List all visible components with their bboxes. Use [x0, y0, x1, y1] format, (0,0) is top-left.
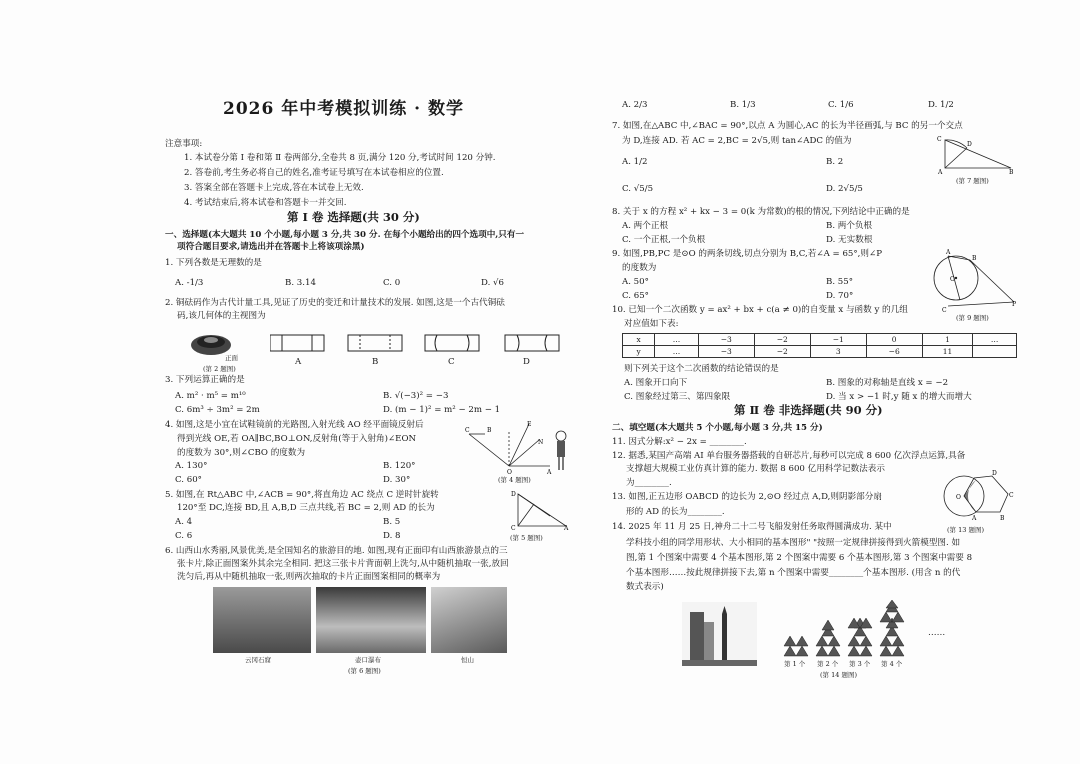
q14-label: 第 4 个	[881, 660, 903, 668]
q5-stem-cont: 120°至 DC,连接 BD,且 A,B,D 三点共线,若 BC = 2,则 AD 的长为	[177, 503, 435, 513]
q14-label: 第 2 个	[817, 660, 839, 668]
table-cell: …	[655, 346, 699, 358]
q6-option-b: B. 1/3	[730, 100, 756, 110]
svg-text:C: C	[511, 525, 516, 532]
q10-stem-cont: 对应值如下表:	[624, 319, 679, 329]
q5-option-b: B. 5	[383, 517, 401, 527]
q6-option-a: A. 2/3	[622, 100, 648, 110]
svg-text:O: O	[950, 276, 955, 283]
q12-stem-cont: 支撑超大规模工业仿真计算的能力. 数据 8 600 亿用科学记数法表示	[626, 464, 885, 474]
table-cell: y	[623, 346, 655, 358]
rocket-launch-photo	[682, 602, 757, 666]
q5-option-c: C. 6	[175, 531, 193, 541]
q7-option-c: C. √5/5	[622, 184, 654, 194]
svg-text:N: N	[538, 439, 544, 446]
table-row	[623, 334, 1017, 346]
q12-stem-cont: 为________.	[626, 478, 672, 488]
q9-diagram	[930, 246, 1017, 312]
q6-stem: 6. 山西山水秀丽,风景优美,是全国知名的旅游目的地. 如图,现有正面印有山西旅游景点的三	[165, 546, 508, 556]
part1-heading: 第 Ⅰ 卷 选择题(共 30 分)	[287, 210, 420, 224]
q6-stem-cont: 洗匀后,再从中随机抽取一张,则两次抽取的卡片正面图案相同的概率为	[177, 572, 441, 582]
q14-stem-cont: 学科技小组的同学用形状、大小相同的基本图形" "按照一定规律拼接得到火箭模型图. 如	[626, 538, 961, 548]
svg-text:C: C	[1009, 492, 1014, 499]
table-cell: x	[623, 334, 655, 346]
svg-text:E: E	[527, 421, 532, 428]
q3-stem: 3. 下列运算正确的是	[165, 375, 245, 385]
q3-option-d: D. (m − 1)² = m² − 2m − 1	[383, 405, 501, 415]
q10-stem: 10. 已知一个二次函数 y = ax² + bx + c(a ≠ 0)的自变量 x 与函数 y 的几组	[612, 305, 908, 315]
q4-stem: 4. 如图,这是小宜在试鞋镜前的光路图,入射光线 AO 经平面镜反射后	[165, 420, 424, 430]
table-cell: 0	[866, 334, 922, 346]
q14-patterns	[782, 600, 912, 658]
svg-text:B: B	[972, 255, 977, 262]
q14-label: 第 1 个	[784, 660, 806, 668]
q2-option-b: B	[372, 357, 379, 367]
q10-stem-cont: 则下列关于这个二次函数的结论错误的是	[624, 364, 779, 374]
table-cell: −2	[754, 346, 810, 358]
q4-option-a: A. 130°	[175, 461, 208, 471]
part2-heading: 第 Ⅱ 卷 非选择题(共 90 分)	[734, 403, 883, 417]
svg-text:A: A	[938, 169, 943, 176]
svg-text:A: A	[972, 515, 977, 522]
q6-stem-cont: 张卡片,除正面图案外其余完全相同. 把这三张卡片背面朝上洗匀,从中随机抽取一张,放回	[177, 559, 509, 569]
q1-option-b: B. 3.14	[285, 278, 316, 288]
q8-option-b: B. 两个负根	[826, 221, 873, 231]
q9-caption: (第 9 题图)	[956, 314, 989, 322]
q5-option-a: A. 4	[175, 517, 193, 527]
q7-caption: (第 7 题图)	[956, 177, 989, 185]
q14-stem-cont: 个基本图形……按此规律拼接下去,第 n 个图案中需要________个基本图形. (用含 n 的代	[626, 568, 961, 578]
q4-option-c: C. 60°	[175, 475, 202, 485]
q5-stem: 5. 如图,在 Rt△ABC 中,∠ACB = 90°,将直角边 AC 绕点 C 逆时针旋转	[165, 490, 439, 500]
q9-option-c: C. 65°	[622, 291, 649, 301]
table-cell: 3	[810, 346, 866, 358]
q7-stem-cont: 为 D,连接 AD. 若 AC = 2,BC = 2√5,则 tan∠ADC 的值为	[622, 136, 852, 146]
q6-caption: (第 6 题图)	[348, 667, 381, 675]
q8-stem: 8. 关于 x 的方程 x² + kx − 3 = 0(k 为常数)的根的情况,下列结论中正确的是	[612, 207, 910, 217]
q13-stem-cont: 形的 AD 的长为________.	[626, 507, 725, 517]
q12-stem: 12. 据悉,某国产高端 AI 单台服务器搭载的自研芯片,每秒可以完成 8 600 亿次浮点运算,具备	[612, 451, 966, 461]
q6-pic-label: 壶口瀑布	[355, 656, 381, 664]
table-cell	[973, 346, 1017, 358]
q14-caption: (第 14 题图)	[820, 671, 857, 679]
page-title: 2026 年中考模拟训练 · 数学	[223, 99, 464, 119]
table-cell: −2	[754, 334, 810, 346]
svg-text:A: A	[547, 469, 552, 476]
q2-option-a: A	[295, 357, 302, 367]
q3-option-a: A. m² · m⁵ = m¹⁰	[175, 391, 246, 401]
q6-option-c: C. 1/6	[828, 100, 854, 110]
q13-stem: 13. 如图,正五边形 OABCD 的边长为 2,⊙O 经过点 A,D,则阴影部分扇	[612, 492, 882, 502]
q2-option-views	[270, 333, 570, 355]
q10-option-d: D. 当 x > −1 时,y 随 x 的增大而增大	[826, 392, 972, 402]
q8-option-a: A. 两个正根	[622, 221, 669, 231]
yungang-grottoes-photo	[213, 587, 311, 653]
q10-option-a: A. 图象开口向下	[624, 378, 688, 388]
q5-caption: (第 5 题图)	[510, 534, 543, 542]
table-row	[623, 346, 1017, 358]
q8-option-d: D. 无实数根	[826, 235, 873, 245]
table-cell: −1	[810, 334, 866, 346]
q14-stem-cont: 图,第 1 个图案中需要 4 个基本图形,第 2 个图案中需要 6 个基本图形,第 3 个图案中需要 8	[626, 553, 973, 563]
notice-item: 4. 考试结束后,将本试卷和答题卡一并交回.	[184, 198, 347, 208]
q3-option-b: B. √(−3)² = −3	[383, 391, 449, 401]
q14-stem: 14. 2025 年 11 月 25 日,神舟二十二号飞船发射任务取得圆满成功. 某中	[612, 522, 892, 532]
q10-value-table	[622, 333, 1017, 358]
q9-stem-cont: 的度数为	[622, 263, 657, 273]
q6-pic-label: 恒山	[461, 656, 474, 664]
q4-stem-cont: 的度数为 30°,则∠CBO 的度数为	[177, 448, 306, 458]
q7-option-d: D. 2√5/5	[826, 184, 863, 194]
svg-text:A: A	[564, 525, 569, 532]
svg-text:C: C	[465, 427, 470, 434]
q4-stem-cont: 得到光线 OE,若 OA∥BC,BO⊥ON,反射角(等于入射角)∠EON	[177, 434, 417, 444]
svg-text:C: C	[942, 307, 947, 312]
q2-stem: 2. 铜砝码作为古代计量工具,见证了历史的变迁和计量技术的发展. 如图,这是一个古代铜砝	[165, 298, 505, 308]
q1-stem: 1. 下列各数是无理数的是	[165, 258, 262, 268]
q4-diagram	[465, 420, 570, 478]
q3-option-c: C. 6m³ ÷ 3m² = 2m	[175, 405, 260, 415]
table-cell: 11	[922, 346, 973, 358]
svg-text:B: B	[1009, 169, 1014, 176]
svg-text:A: A	[946, 249, 951, 256]
hukou-waterfall-photo	[316, 587, 426, 653]
table-cell: −3	[698, 346, 754, 358]
part2-instructions: 二、填空题(本大题共 5 个小题,每小题 3 分,共 15 分)	[612, 423, 823, 433]
q6-pic-label: 云冈石窟	[245, 656, 271, 664]
q11-stem: 11. 因式分解:x² − 2x = ________.	[612, 437, 747, 447]
table-cell: −6	[866, 346, 922, 358]
q5-option-d: D. 8	[383, 531, 401, 541]
q4-caption: (第 4 题图)	[498, 476, 531, 484]
q14-dots: ……	[928, 628, 946, 638]
q5-diagram	[510, 490, 570, 532]
q2-stem-cont: 码,该几何体的主视图为	[177, 311, 266, 321]
q2-caption: (第 2 题图)	[203, 365, 236, 373]
svg-text:B: B	[487, 427, 492, 434]
svg-text:D: D	[511, 491, 516, 498]
q14-label: 第 3 个	[849, 660, 871, 668]
q6-option-d: D. 1/2	[928, 100, 954, 110]
notice-item: 3. 答案全部在答题卡上完成,答在本试卷上无效.	[184, 183, 364, 193]
notice-heading: 注意事项:	[165, 139, 203, 149]
table-cell: −3	[698, 334, 754, 346]
q9-option-d: D. 70°	[826, 291, 854, 301]
q2-option-d: D	[523, 357, 530, 367]
svg-text:D: D	[992, 470, 997, 477]
q1-option-d: D. √6	[481, 278, 504, 288]
q7-diagram	[937, 134, 1017, 176]
notice-item: 2. 答卷前,考生务必将自己的姓名,准考证号填写在本试卷相应的位置.	[184, 168, 444, 178]
q4-option-b: B. 120°	[383, 461, 416, 471]
notice-item: 1. 本试卷分第 Ⅰ 卷和第 Ⅱ 卷两部分,全卷共 8 页,满分 120 分,考试时间 120 分钟.	[184, 153, 496, 163]
table-cell: …	[655, 334, 699, 346]
q7-option-a: A. 1/2	[622, 157, 648, 167]
svg-text:C: C	[937, 136, 942, 143]
svg-text:O: O	[956, 494, 961, 501]
q9-stem: 9. 如图,PB,PC 是⊙O 的两条切线,切点分别为 B,C,若∠A = 65°,则∠P	[612, 249, 882, 259]
q1-option-c: C. 0	[383, 278, 401, 288]
q10-option-c: C. 图象经过第三、第四象限	[624, 392, 731, 402]
q13-caption: (第 13 题图)	[947, 526, 984, 534]
q1-option-a: A. -1/3	[175, 278, 204, 288]
hengshan-photo	[431, 587, 507, 653]
q13-diagram	[942, 468, 1017, 524]
svg-text:B: B	[1000, 515, 1005, 522]
svg-text:D: D	[967, 141, 972, 148]
part1-instructions: 一、选择题(本大题共 10 个小题,每小题 3 分,共 30 分. 在每个小题给出的四个选项中,只有一	[165, 230, 525, 240]
q9-option-a: A. 50°	[622, 277, 649, 287]
q2-option-c: C	[448, 357, 455, 367]
q4-option-d: D. 30°	[383, 475, 411, 485]
q9-option-b: B. 55°	[826, 277, 854, 287]
q2-front-label: 正面	[225, 354, 238, 362]
svg-text:P: P	[1012, 301, 1017, 308]
q14-stem-cont: 数式表示)	[626, 582, 664, 592]
q10-option-b: B. 图象的对称轴是直线 x = −2	[826, 378, 949, 388]
part1-instructions-cont: 项符合题目要求,请选出并在答题卡上将该项涂黑)	[177, 242, 365, 252]
q7-stem: 7. 如图,在△ABC 中,∠BAC = 90°,以点 A 为圆心,AC 的长为半径画弧,与 BC 的另一个交点	[612, 121, 963, 131]
table-cell: …	[973, 334, 1017, 346]
table-cell: 1	[922, 334, 973, 346]
q7-option-b: B. 2	[826, 157, 844, 167]
q8-option-c: C. 一个正根,一个负根	[622, 235, 706, 245]
svg-text:O: O	[507, 469, 512, 476]
